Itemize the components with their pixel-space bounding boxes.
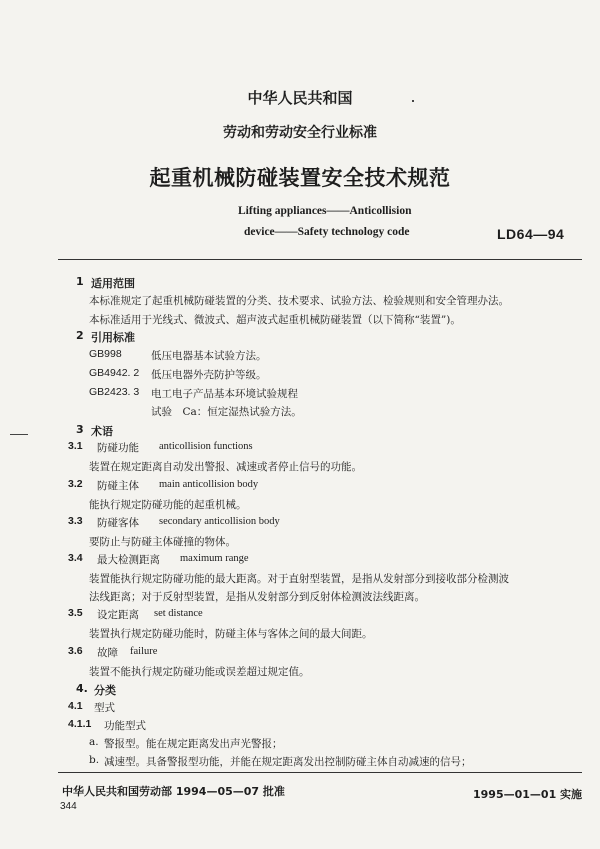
effective-date: 1995—01—01 实施 (473, 788, 583, 801)
ref-text: 低压电器基本试验方法。 (151, 350, 267, 362)
list-item-text: 警报型。能在规定距离发出声光警报； (104, 738, 283, 750)
english-title-line2: device——Safety technology code (244, 226, 410, 238)
section-1-number: 1 (76, 275, 84, 288)
term-english: secondary anticollision body (159, 516, 280, 527)
term-english: anticollision functions (159, 441, 253, 452)
term-number: 3.1 (68, 440, 83, 452)
term-number: 3.5 (68, 607, 83, 619)
list-item-text: 减速型。具备警报型功能，并能在规定距离发出控制防碰主体自动减速的信号； (104, 756, 472, 768)
section-3-title: 术语 (91, 425, 113, 438)
section-4-title: 分类 (94, 684, 116, 697)
term-number: 3.4 (68, 552, 83, 564)
section-1-paragraph-2: 本标准适用于光线式、微波式、超声波式起重机械防碰装置（以下简称“装置”)。 (89, 314, 461, 326)
header-divider (58, 259, 582, 260)
english-title-line1: Lifting appliances——Anticollision (238, 205, 412, 217)
subsubsection-title: 功能型式 (104, 720, 146, 732)
section-1-title: 适用范围 (91, 277, 135, 290)
term-chinese: 设定距离 (97, 609, 139, 621)
ref-text-continued: 试验 Ca：恒定湿热试验方法。 (151, 406, 302, 418)
list-item-marker: a. (89, 736, 99, 748)
term-definition: 装置不能执行规定防碰功能或误差超过规定值。 (89, 666, 310, 678)
subsubsection-number: 4.1.1 (68, 718, 92, 730)
term-chinese: 防碰客体 (97, 517, 139, 529)
term-number: 3.3 (68, 515, 83, 527)
term-chinese: 最大检测距离 (97, 554, 160, 566)
ref-text: 低压电器外壳防护等级。 (151, 369, 267, 381)
page-number: 344 (60, 801, 77, 812)
section-4-number: 4. (76, 682, 88, 695)
standard-category: 劳动和劳动安全行业标准 (223, 125, 377, 141)
term-definition: 装置能执行规定防碰功能的最大距离。对于直射型装置，是指从发射部分到接收部分检测波 (89, 573, 509, 585)
document-title: 起重机械防碰装置安全技术规范 (149, 166, 451, 190)
term-definition: 要防止与防碰主体碰撞的物体。 (89, 536, 236, 548)
standard-code: LD64—94 (497, 226, 565, 242)
section-2-number: 2 (76, 329, 84, 342)
term-english: failure (130, 646, 158, 657)
term-chinese: 防碰主体 (97, 480, 139, 492)
footer-divider (58, 772, 582, 773)
term-english: set distance (154, 608, 203, 619)
term-definition: 装置执行规定防碰功能时，防碰主体与客体之间的最大间距。 (89, 628, 373, 640)
term-definition-continued: 法线距离；对于反射型装置，是指从发射部分到反射体检测波法线距离。 (89, 591, 425, 603)
approval-statement: 中华人民共和国劳动部 1994—05—07 批准 (62, 785, 285, 798)
term-definition: 能执行规定防碰功能的起重机械。 (89, 499, 247, 511)
subsection-number: 4.1 (68, 700, 83, 712)
subsection-title: 型式 (94, 702, 115, 714)
scan-mark (10, 434, 28, 435)
term-chinese: 防碰功能 (97, 442, 139, 454)
scan-speck (412, 100, 414, 102)
term-english: maximum range (180, 553, 249, 564)
section-3-number: 3 (76, 423, 84, 436)
ref-code: GB4942. 2 (89, 367, 140, 379)
term-definition: 装置在规定距离自动发出警报、减速或者停止信号的功能。 (89, 461, 362, 473)
country-heading: 中华人民共和国 (247, 89, 353, 107)
ref-code: GB998 (89, 348, 122, 360)
term-number: 3.6 (68, 645, 83, 657)
section-1-paragraph-1: 本标准规定了起重机械防碰装置的分类、技术要求、试验方法、检验规则和安全管理办法。 (89, 295, 509, 307)
ref-code: GB2423. 3 (89, 386, 140, 398)
term-number: 3.2 (68, 478, 83, 490)
term-chinese: 故障 (97, 647, 118, 659)
section-2-title: 引用标准 (91, 331, 135, 344)
term-english: main anticollision body (159, 479, 259, 490)
list-item-marker: b. (89, 754, 100, 766)
ref-text: 电工电子产品基本环境试验规程 (151, 388, 298, 400)
